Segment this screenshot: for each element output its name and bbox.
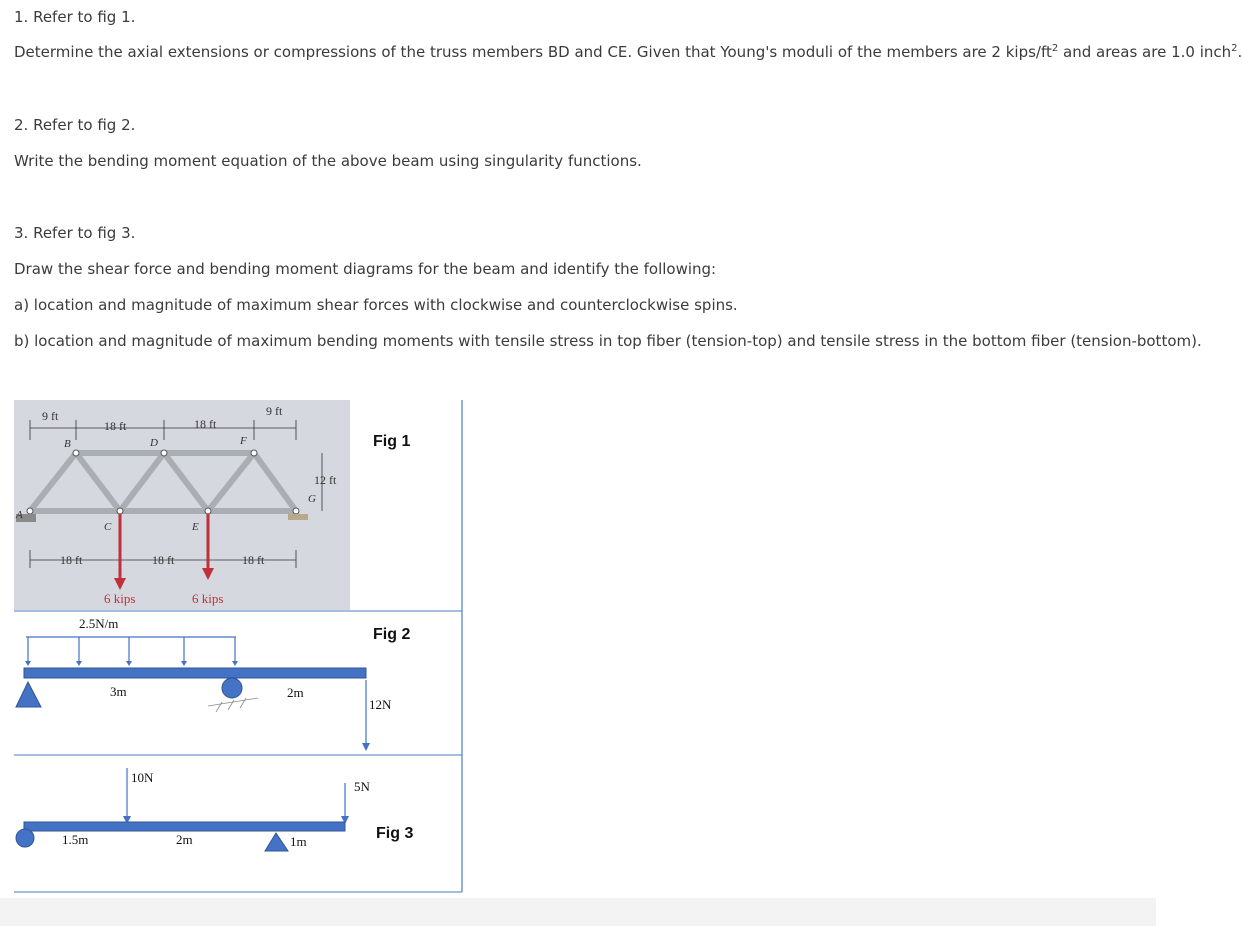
fig3-load2-label: 5N	[354, 779, 370, 794]
fig3-seg1-label: 1.5m	[62, 832, 89, 847]
q3-part-a: a) location and magnitude of maximum shear forces with clockwise and counterclockwise spins.	[14, 296, 738, 314]
dim-label-9ft-left: 9 ft	[42, 409, 59, 423]
member-bc	[76, 453, 120, 511]
dim-label-18ft-b2: 18 ft	[152, 553, 175, 567]
member-fg	[254, 453, 296, 511]
q1-heading: 1. Refer to fig 1.	[14, 8, 136, 26]
page-bottom-band	[0, 898, 1156, 926]
fig3-seg2-label: 2m	[176, 832, 193, 847]
udl-arrowhead	[232, 661, 238, 666]
fig2-span2-label: 2m	[287, 685, 304, 700]
udl-arrowhead	[76, 661, 82, 666]
node-label-f: F	[240, 435, 247, 447]
joint-b	[73, 450, 79, 456]
node-label-g: G	[308, 493, 316, 505]
fig3-seg3-label: 1m	[290, 834, 307, 849]
fig2-beam	[16, 637, 370, 751]
fig2-label: Fig 2	[373, 626, 411, 643]
q3-text: Draw the shear force and bending moment diagrams for the beam and identify the following:	[14, 260, 717, 278]
member-ef	[208, 453, 254, 511]
load-arrowhead-e	[202, 568, 214, 580]
dim-label-12ft: 12 ft	[314, 473, 337, 487]
dim-label-9ft-right: 9 ft	[266, 404, 283, 418]
fig2-span1-label: 3m	[110, 684, 127, 699]
fig3-beam-body	[24, 822, 345, 831]
fig2-udl-label: 2.5N/m	[79, 616, 119, 631]
node-label-d: D	[150, 437, 158, 449]
node-label-c: C	[104, 521, 112, 533]
q1-text-before: Determine the axial extensions or compressions of the truss members BD and CE. Given that Young's moduli of the members are 2 kips/ft	[14, 43, 1052, 61]
udl-arrowhead	[25, 661, 31, 666]
ground-hatch	[216, 702, 222, 712]
fig3-roller-support	[16, 829, 34, 847]
node-label-a: A	[16, 509, 23, 521]
udl-arrowhead	[126, 661, 132, 666]
joint-d	[161, 450, 167, 456]
fig2-beam-body	[24, 668, 366, 678]
q1-sup1: 2	[1051, 43, 1059, 54]
member-cd	[120, 453, 164, 511]
joint-g	[293, 508, 299, 514]
q3-part-b: b) location and magnitude of maximum bending moments with tensile stress in top fiber (tension-top) and tensile stress in the bottom fiber (tension-bottom).	[14, 332, 1202, 350]
fig2-pin-support	[16, 682, 41, 707]
joint-a	[27, 508, 33, 514]
q1-sup2: 2	[1231, 43, 1238, 54]
member-ab	[30, 453, 76, 511]
joint-e	[205, 508, 211, 514]
udl-arrowhead	[181, 661, 187, 666]
q1-text-middle: and areas are 1.0 inch	[1058, 43, 1232, 61]
ground-hatch	[228, 700, 234, 710]
q2-text: Write the bending moment equation of the above beam using singularity functions.	[14, 152, 642, 170]
load-label-e: 6 kips	[192, 591, 224, 606]
fig1-label: Fig 1	[373, 433, 411, 450]
load-label-c: 6 kips	[104, 591, 136, 606]
roller-support-g	[288, 514, 308, 520]
fig3-load1-label: 10N	[131, 770, 154, 785]
dim-label-18ft-2: 18 ft	[194, 417, 217, 431]
q1-text-after: .	[1237, 43, 1242, 61]
point-load-12n-arrowhead	[362, 743, 370, 751]
dim-label-18ft-1: 18 ft	[104, 419, 127, 433]
node-label-e: E	[192, 521, 199, 533]
load-arrowhead-c	[114, 578, 126, 590]
dim-label-18ft-b3: 18 ft	[242, 553, 265, 567]
fig2-roller-support	[222, 678, 242, 698]
fig3-pin-support	[265, 833, 288, 851]
q2-heading: 2. Refer to fig 2.	[14, 116, 136, 134]
ground-hatch	[240, 698, 246, 708]
fig2-point-load-label: 12N	[369, 697, 392, 712]
member-de	[164, 453, 208, 511]
fig3-label: Fig 3	[376, 825, 414, 842]
node-label-b: B	[64, 438, 71, 450]
dim-label-18ft-b1: 18 ft	[60, 553, 83, 567]
q3-heading: 3. Refer to fig 3.	[14, 224, 136, 242]
joint-c	[117, 508, 123, 514]
joint-f	[251, 450, 257, 456]
